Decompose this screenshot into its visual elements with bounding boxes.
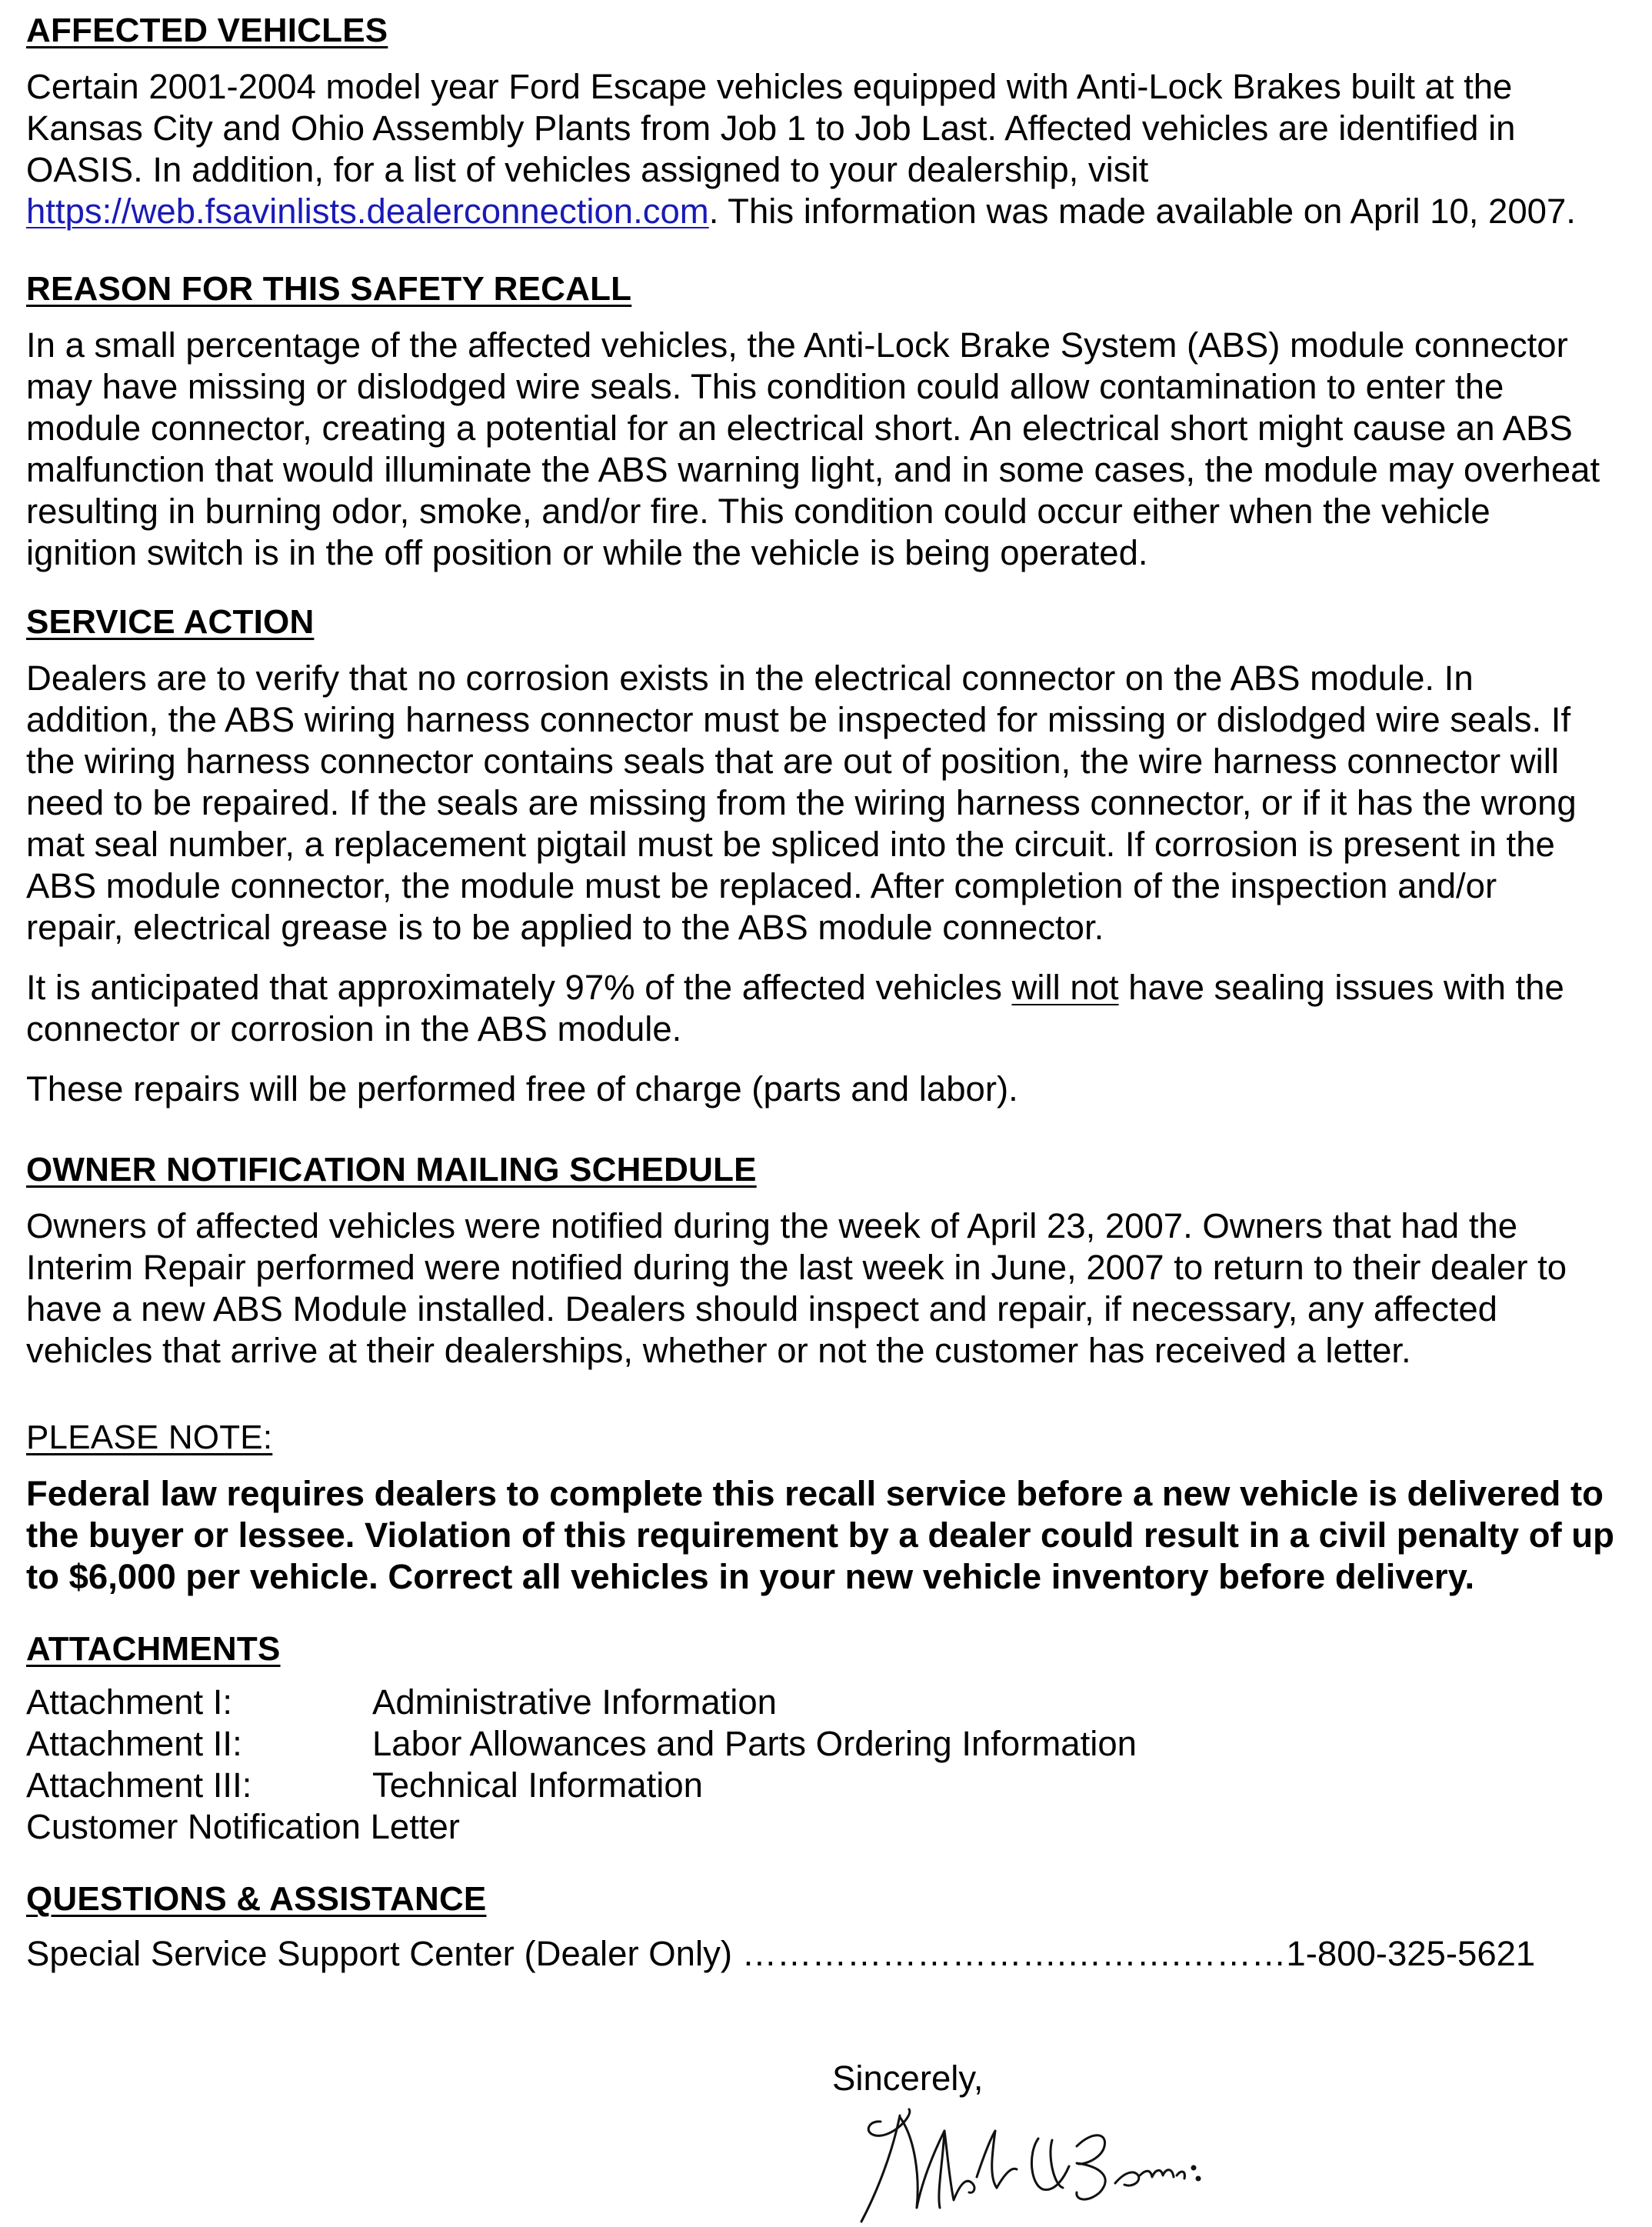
paragraph-line: connector or corrosion in the ABS module. (26, 1009, 682, 1048)
attachment-key: Attachment II: (26, 1724, 242, 1763)
paragraph-line: malfunction that would illuminate the ABS warning light, and in some cases, the module may overheat (26, 450, 1600, 489)
heading-owner-notification: OWNER NOTIFICATION MAILING SCHEDULE (26, 1151, 757, 1189)
heading-please-note: PLEASE NOTE: (26, 1419, 273, 1456)
section-please-note (26, 1418, 1641, 1598)
signature-image (846, 2092, 1207, 2227)
paragraph-line: have a new ABS Module installed. Dealers should inspect and repair, if necessary, any affected (26, 1289, 1497, 1329)
attachment-row (26, 1765, 1641, 1806)
paragraph-line: repair, electrical grease is to be applied to the ABS module connector. (26, 908, 1104, 947)
paragraph-line: Owners of affected vehicles were notified during the week of April 23, 2007. Owners that had the (26, 1206, 1518, 1245)
heading-reason: REASON FOR THIS SAFETY RECALL (26, 270, 632, 308)
section-attachments (26, 1629, 1641, 1848)
paragraph-line: resulting in burning odor, smoke, and/or fire. This condition could occur either when the vehicle (26, 492, 1490, 531)
paragraph-line: Certain 2001-2004 model year Ford Escape vehicles equipped with Anti-Lock Brakes built at the (26, 67, 1513, 106)
paragraph-line: to $6,000 per vehicle. Correct all vehicles in your new vehicle inventory before delivery. (26, 1557, 1475, 1596)
heading-service-action: SERVICE ACTION (26, 603, 315, 641)
heading-affected-vehicles: AFFECTED VEHICLES (26, 12, 388, 49)
attachment-row (26, 1682, 1641, 1723)
section-owner-notification (26, 1150, 1641, 1372)
sincerely-text: Sincerely, (832, 2059, 984, 2098)
paragraph-line: addition, the ABS wiring harness connector must be inspected for missing or dislodged wire seals. If (26, 700, 1571, 739)
paragraph-line: Federal law requires dealers to complete this recall service before a new vehicle is delivered to (26, 1474, 1604, 1513)
section-reason (26, 269, 1641, 574)
text-span: It is anticipated that approximately 97% of the affected vehicles (26, 968, 1012, 1007)
attachment-row (26, 1723, 1641, 1765)
availability-text: . This information was made available on April 10, 2007. (708, 192, 1576, 231)
paragraph-line (26, 967, 1641, 1008)
paragraph-line: vehicles that arrive at their dealerships, whether or not the customer has received a letter. (26, 1331, 1411, 1370)
paragraph-line: Interim Repair performed were notified during the last week in June, 2007 to return to their dealer to (26, 1248, 1567, 1287)
paragraph-line: These repairs will be performed free of charge (parts and labor). (26, 1069, 1018, 1108)
attachment-customer-letter: Customer Notification Letter (26, 1807, 460, 1846)
paragraph-line: the buyer or lessee. Violation of this requirement by a dealer could result in a civil penalty of up (26, 1515, 1614, 1555)
attachment-value: Technical Information (372, 1765, 703, 1805)
paragraph-line: module connector, creating a potential for an electrical short. An electrical short might cause an ABS (26, 408, 1573, 448)
heading-questions: QUESTIONS & ASSISTANCE (26, 1880, 487, 1918)
section-affected-vehicles (26, 11, 1641, 232)
vin-list-link[interactable]: https://web.fsavinlists.dealerconnection.com (26, 192, 709, 231)
support-phone-number: 1-800-325-5621 (1286, 1934, 1536, 1973)
paragraph-line (26, 191, 1641, 232)
attachment-value: Labor Allowances and Parts Ordering Information (372, 1724, 1137, 1763)
paragraph-line: Kansas City and Ohio Assembly Plants from Job 1 to Job Last. Affected vehicles are identified in (26, 108, 1516, 148)
section-questions (26, 1879, 1641, 1975)
emphasis-will-not: will not (1011, 968, 1119, 1007)
attachment-key: Attachment I: (26, 1682, 233, 1722)
text-span: have sealing issues with the (1118, 968, 1564, 1007)
dot-leader: ……………………….……….……… (741, 1934, 1287, 1973)
support-contact-row (26, 1933, 1641, 1975)
paragraph-line: In a small percentage of the affected vehicles, the Anti-Lock Brake System (ABS) module connector (26, 325, 1568, 365)
attachment-key: Attachment III: (26, 1765, 252, 1805)
heading-attachments: ATTACHMENTS (26, 1630, 281, 1668)
paragraph-line: need to be repaired. If the seals are missing from the wiring harness connector, or if it has the wrong (26, 783, 1577, 822)
paragraph-line: mat seal number, a replacement pigtail must be spliced into the circuit. If corrosion is present in the (26, 825, 1555, 864)
paragraph-line: OASIS. In addition, for a list of vehicles assigned to your dealership, visit (26, 150, 1149, 189)
section-service-action (26, 602, 1641, 1110)
support-center-label: Special Service Support Center (Dealer Only) (26, 1934, 742, 1973)
paragraph-line: Dealers are to verify that no corrosion exists in the electrical connector on the ABS module. In (26, 658, 1474, 698)
paragraph-line: ignition switch is in the off position or while the vehicle is being operated. (26, 533, 1148, 572)
paragraph-line: ABS module connector, the module must be replaced. After completion of the inspection and/or (26, 866, 1497, 905)
paragraph-line: may have missing or dislodged wire seals. This condition could allow contamination to enter the (26, 367, 1504, 406)
attachment-value: Administrative Information (372, 1682, 777, 1722)
paragraph-line: the wiring harness connector contains seals that are out of position, the wire harness connector will (26, 742, 1559, 781)
